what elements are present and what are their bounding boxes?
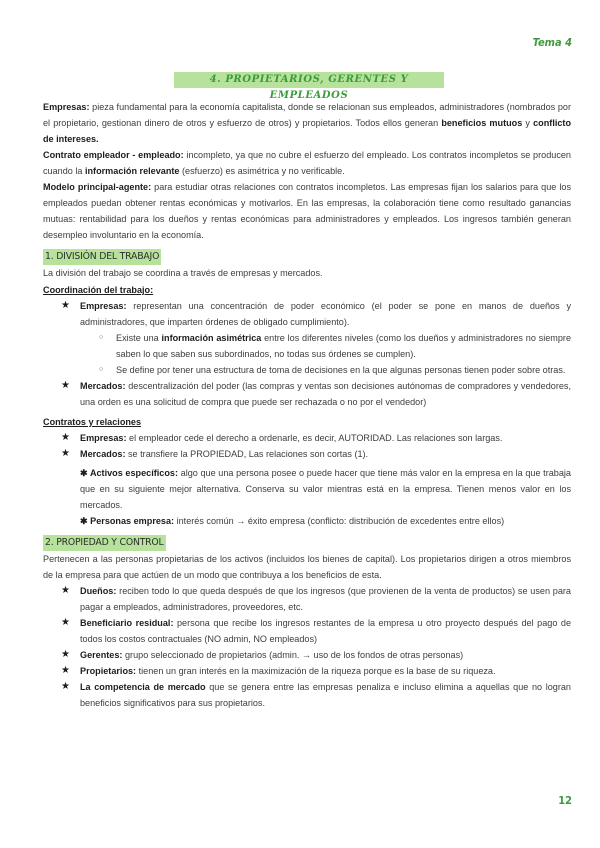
asterisk-icon: ✱ — [80, 468, 90, 478]
list-item: ★ Propietarios: tienen un gran interés en la maximización de la riqueza porque es la base de su riqueza. — [43, 663, 571, 679]
document-body — [43, 99, 571, 711]
page-title: 4. PROPIETARIOS, GERENTES Y EMPLEADOS — [174, 72, 444, 88]
asterisk-icon: ✱ — [80, 516, 91, 526]
list-item: ★ Gerentes: grupo seleccionado de propietarios (admin. → uso de los fondos de otras personas) — [43, 647, 571, 663]
note-activos: ✱ Activos específicos: algo que una persona posee o puede hacer que tiene más valor en la empresa en la que trabaja que en su siguiente mejor alternativa. Conserva su valor mientras está en la empresa. Tienen menos valor en los mercados. — [80, 468, 571, 510]
list-item: ★ Mercados: se transfiere la PROPIEDAD, Las relaciones son cortas (1). — [43, 446, 571, 462]
list-item: ★ Mercados: descentralización del poder (las compras y ventas son decisiones autónomas de compradores y vendedores, una orden es una solicitud de compra que puede ser rechazada o no por el vendedor) — [43, 378, 571, 410]
page-number: 12 — [558, 794, 572, 807]
paragraph-modelo: Modelo principal-agente: para estudiar otras relaciones con contratos incompletos. Las empresas fijan los salarios para que los empleados puedan obtener rentas económicas y motivarlos. En las empresas, la colaboración tiene como resultado ganancias mutuas: rentabilidad para los dueños y rentas económicas para administradores y empleados. Los ingresos también generan desempleo involuntario en la economía. — [43, 182, 572, 240]
list-item: ★ Beneficiario residual: persona que recibe los ingresos restantes de la empresa u otro proyecto después del pago de todos los costos contractuales (NO admin, NO empleados) — [43, 615, 571, 647]
paragraph-contrato: Contrato empleador - empleado: incompleto, ya que no cubre el esfuerzo del empleado. Los contratos incompletos se producen cuando la información relevante (esfuerzo) es asimétrica y no verificable. — [43, 150, 571, 176]
note-personas: ✱ Personas empresa: interés común → éxito empresa (conflicto: distribución de excedentes entre ellos) — [80, 516, 505, 526]
sub-list-item: ○ Se define por tener una estructura de toma de decisiones en la que algunas personas tienen poder sobre otras. — [43, 362, 571, 378]
subheading-contratos: Contratos y relaciones — [43, 417, 142, 427]
list-item: ★ La competencia de mercado que se genera entre las empresas penaliza e incluso elimina a aquellas que no logran beneficios significativos para sus propietarios. — [43, 679, 571, 711]
paragraph-empresas: Empresas: pieza fundamental para la economía capitalista, donde se relacionan sus empleados, administradores (nombrados por el propietario, gestionan dinero de otros y esfuerzo de otros) y propietarios. Todos ellos generan beneficios mutuos y conflicto de intereses. — [43, 102, 572, 144]
section-heading-propiedad: 2. PROPIEDAD Y CONTROL — [43, 535, 166, 551]
list-item: ★ Empresas: el empleador cede el derecho a ordenarle, es decir, AUTORIDAD. Las relaciones son largas. — [43, 430, 571, 446]
sub-list — [43, 330, 571, 378]
list-item: ★ Dueños: reciben todo lo que queda después de que los ingresos (que provienen de la venta de productos) se usen para pagar a empleados, administradores, proveedores, etc. — [43, 583, 571, 615]
list-item: ★ Empresas: representan una concentración de poder económico (el poder se pone en manos de dueños y administradores, que imparten órdenes de obligado cumplimiento). ○ Existe una información asimétrica entre los diferentes niveles (como los dueños y administradores no siempre saben lo que saben sus subordinados, no todas sus órdenes se cumplen). ○ Se define por tener una estructura de toma de decisiones en la que algunas personas tienen poder sobre otras. — [43, 298, 571, 378]
contratos-list — [43, 430, 571, 462]
sub-list-item: ○ Existe una información asimétrica entre los diferentes niveles (como los dueños y administradores no siempre saben lo que saben sus subordinados, no todas sus órdenes se cumplen). — [43, 330, 571, 362]
section1-intro: La división del trabajo se coordina a través de empresas y mercados. — [43, 268, 323, 278]
chapter-label: Tema 4 — [532, 36, 572, 49]
coordinacion-list — [43, 298, 571, 410]
propiedad-list — [43, 583, 571, 711]
subheading-coordinacion: Coordinación del trabajo: — [43, 285, 154, 295]
section-heading-division: 1. DIVISIÓN DEL TRABAJO — [43, 249, 161, 265]
section2-intro: Pertenecen a las personas propietarias de los activos (incluidos los bienes de capital). Los propietarios dirigen a otros miembros de la empresa para que actúen de un modo que contribuya a los beneficios de esta. — [43, 554, 571, 580]
